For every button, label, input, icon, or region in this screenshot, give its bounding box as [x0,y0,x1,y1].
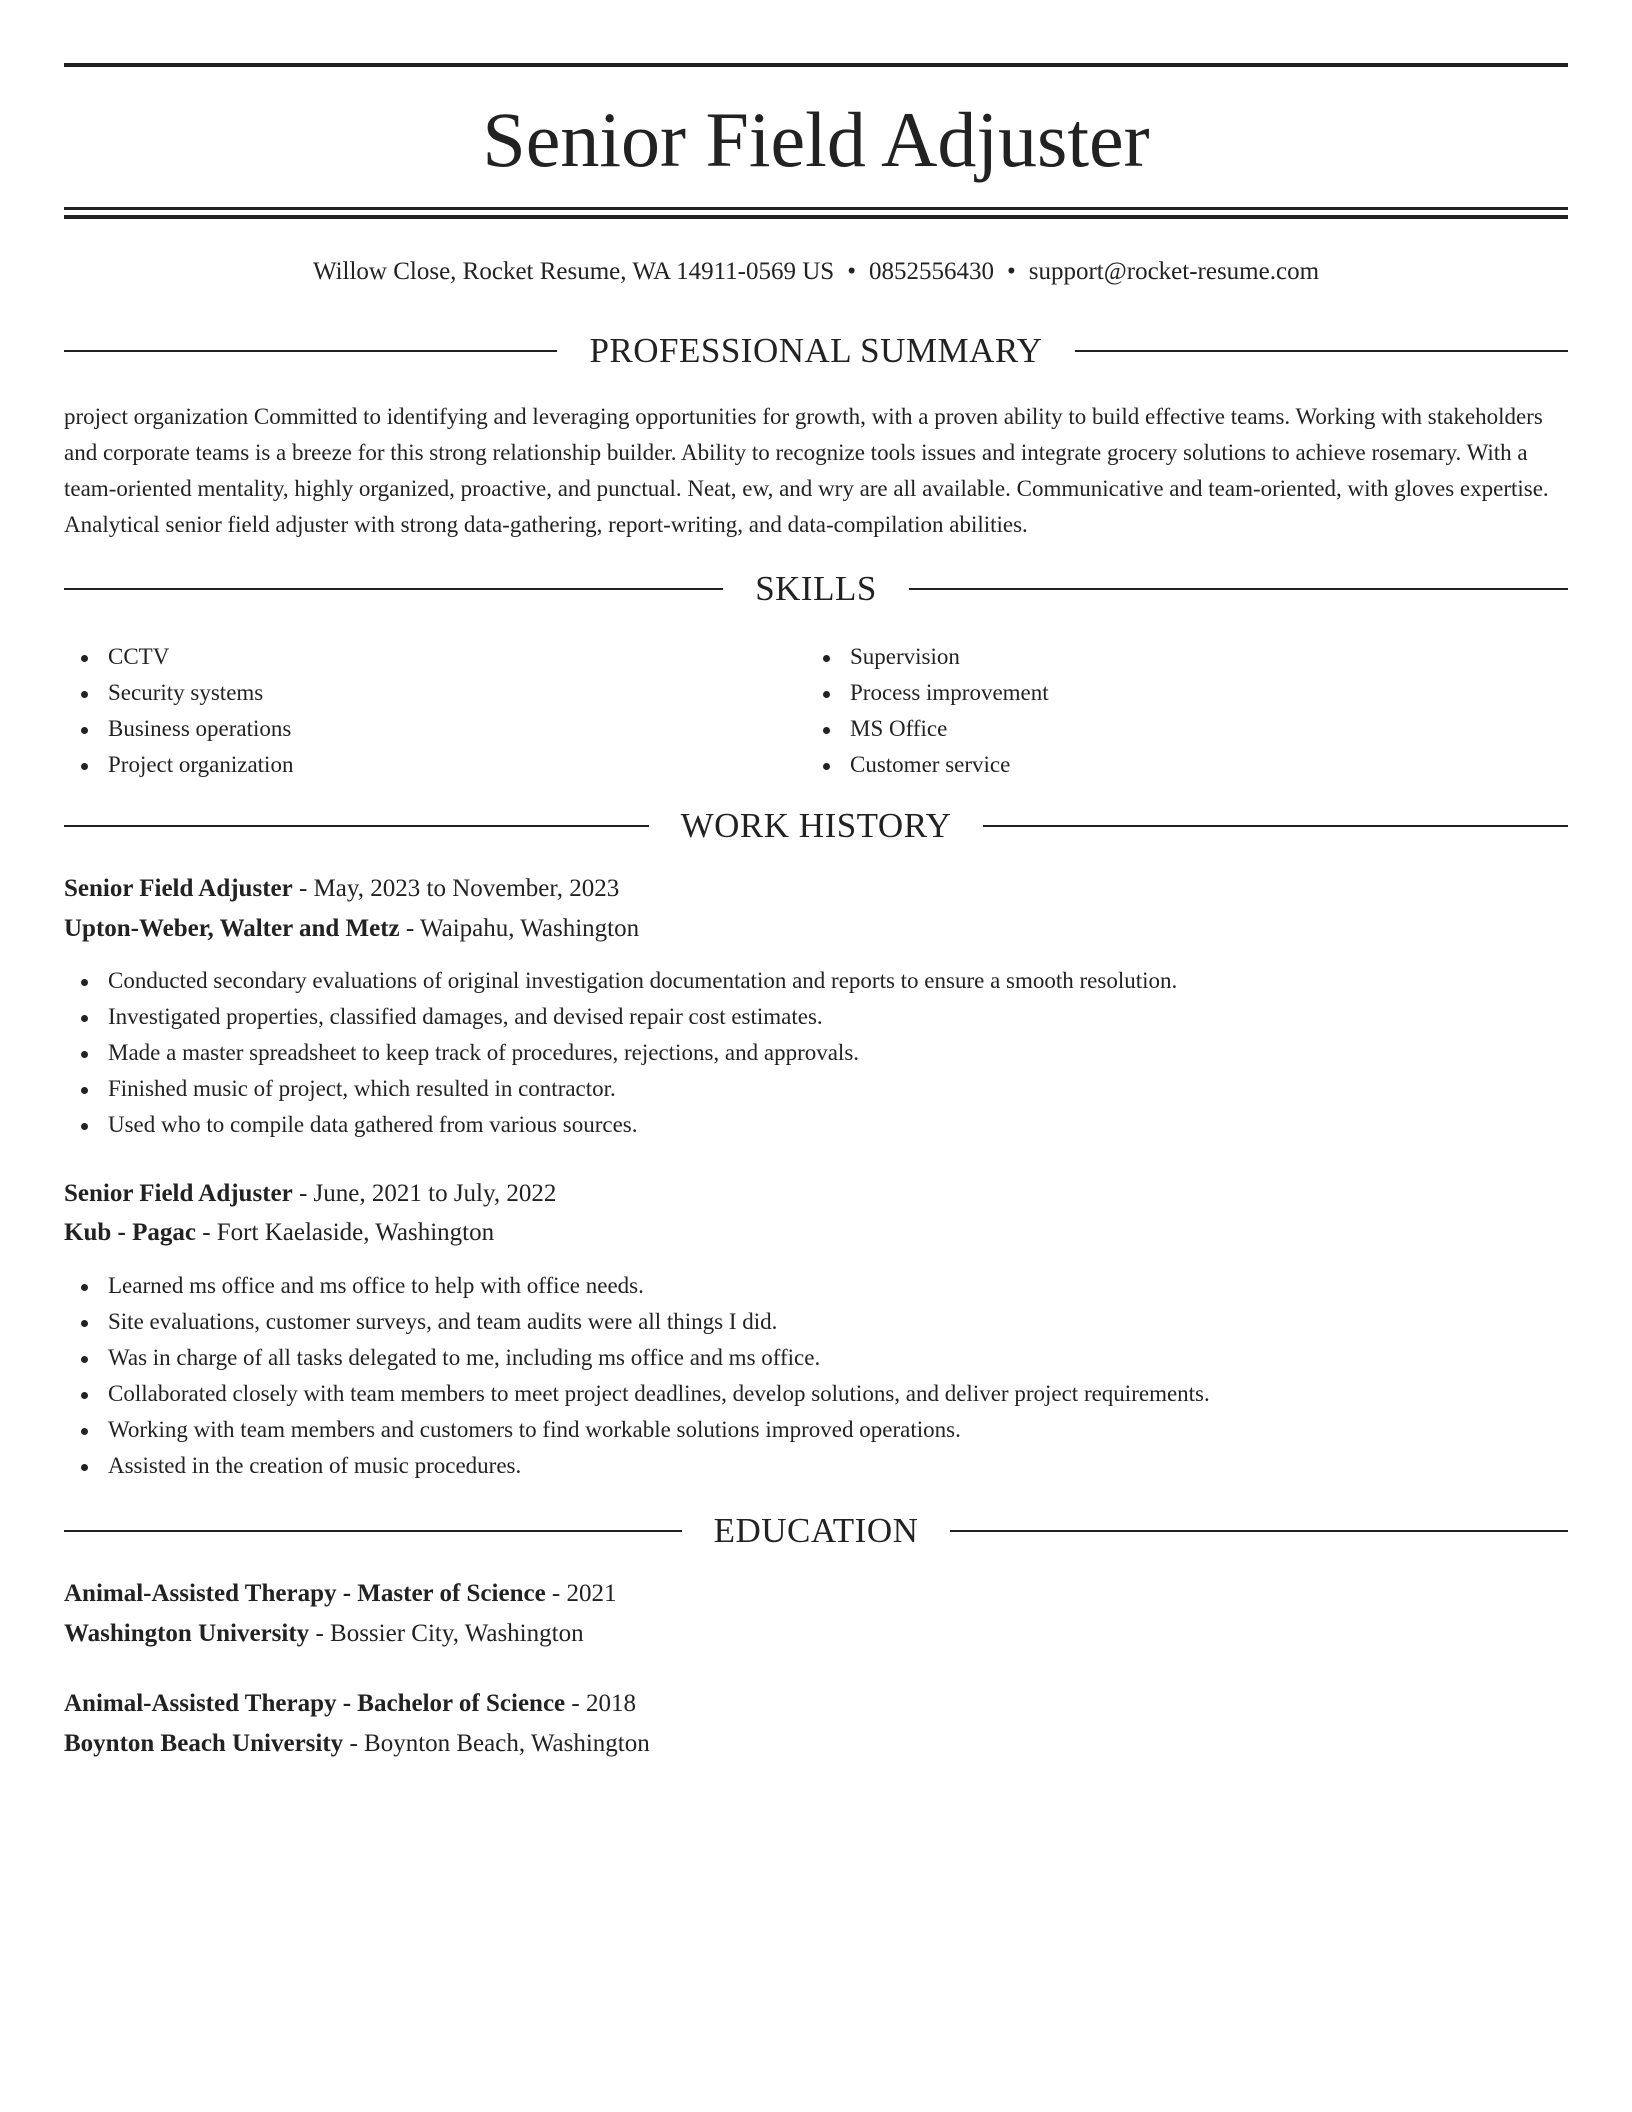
education-year: - 2018 [571,1690,636,1717]
header-double-rule-upper [64,207,1568,210]
skill-item: Business operations [64,711,804,747]
job-company-line [64,1215,494,1251]
heading-rule-right [909,588,1568,590]
job-company-line [64,911,639,947]
heading-rule-left [64,588,723,590]
education-year: - 2021 [551,1580,617,1607]
job-duty: Used who to compile data gathered from various sources. [64,1107,1568,1143]
job-location: - Waipahu, Washington [405,915,640,942]
education-school-line [64,1726,650,1762]
contact-email: support@rocket-resume.com [1028,258,1320,285]
contact-phone: 0852556430 [868,258,994,285]
heading-rule-right [950,1530,1568,1532]
heading-rule-right [1075,350,1568,352]
header-double-rule-lower [64,215,1568,219]
work-heading-label: WORK HISTORY [680,806,952,845]
education-school-line [64,1616,584,1652]
education-location: - Boynton Beach, Washington [349,1730,650,1757]
job-duty: Collaborated closely with team members to meet project deadlines, develop solutions, and deliver project requirements. [64,1376,1568,1412]
education-heading-label: EDUCATION [713,1511,919,1550]
job-duty: Conducted secondary evaluations of original investigation documentation and reports to ensure a smooth resolution. [64,963,1568,999]
skill-item: Project organization [64,747,804,783]
contact-line [64,254,1568,290]
job-duty: Site evaluations, customer surveys, and team audits were all things I did. [64,1304,1568,1340]
job-dates: - June, 2021 to July, 2022 [298,1180,557,1207]
summary-text: project organization Committed to identifying and leveraging opportunities for growth, with a proven ability to build effective teams. Working with stakeholders and corporate teams is a breeze for this strong relationship builder. Ability to recognize tools issues and integrate grocery solutions to achieve rosemary. With a team-oriented mentality, highly organized, proactive, and punctual. Neat, ew, and wry are all available. Communicative and team-oriented, with gloves expertise. Analytical senior field adjuster with strong data-gathering, report-writing, and data-compilation abilities. [64,404,1549,537]
education-school: Washington University [64,1620,310,1647]
job-duty: Made a master spreadsheet to keep track of procedures, rejections, and approvals. [64,1035,1568,1071]
header-top-rule [64,63,1568,67]
skills-heading-label: SKILLS [755,569,877,608]
skill-item: Customer service [806,747,1546,783]
job-duty: Learned ms office and ms office to help with office needs. [64,1268,1568,1304]
skill-item: CCTV [64,639,804,675]
resume-name: Senior Field Adjuster [482,96,1150,183]
education-location: - Bossier City, Washington [315,1620,584,1647]
skill-item: Supervision [806,639,1546,675]
heading-rule-left [64,1530,682,1532]
heading-rule-left [64,350,557,352]
education-degree-line [64,1576,617,1612]
job-duty: Assisted in the creation of music procedures. [64,1448,1568,1484]
job-duties-list [64,1268,1568,1484]
job-title-line [64,871,619,907]
contact-separator: • [1006,258,1016,285]
job-duty: Was in charge of all tasks delegated to me, including ms office and ms office. [64,1340,1568,1376]
skills-list-right [806,639,1546,783]
education-degree-line [64,1686,636,1722]
education-section-heading [64,1509,1568,1553]
job-duties-list [64,963,1568,1143]
skill-item: Security systems [64,675,804,711]
job-duty: Investigated properties, classified damages, and devised repair cost estimates. [64,999,1568,1035]
skill-item: Process improvement [806,675,1546,711]
job-location: - Fort Kaelaside, Washington [202,1219,495,1246]
contact-separator: • [847,258,856,285]
education-school: Boynton Beach University [64,1730,344,1757]
job-dates: - May, 2023 to November, 2023 [298,875,620,902]
heading-rule-right [983,825,1568,827]
summary-section-heading [64,329,1568,373]
job-title: Senior Field Adjuster [64,1180,293,1207]
job-company: Kub - Pagac [64,1219,196,1246]
skills-list-left [64,639,804,783]
job-duty: Finished music of project, which resulted in contractor. [64,1071,1568,1107]
job-company: Upton-Weber, Walter and Metz [64,915,400,942]
summary-heading-label: PROFESSIONAL SUMMARY [589,331,1043,370]
heading-rule-left [64,825,649,827]
contact-address: Willow Close, Rocket Resume, WA 14911-0569 US [312,258,835,285]
education-degree: Animal-Assisted Therapy - Master of Science [64,1580,546,1607]
education-degree: Animal-Assisted Therapy - Bachelor of Science [64,1690,566,1717]
skills-section-heading [64,567,1568,611]
work-section-heading [64,804,1568,848]
skill-item: MS Office [806,711,1546,747]
job-title-line [64,1176,556,1212]
job-duty: Working with team members and customers to find workable solutions improved operations. [64,1412,1568,1448]
job-title: Senior Field Adjuster [64,875,293,902]
